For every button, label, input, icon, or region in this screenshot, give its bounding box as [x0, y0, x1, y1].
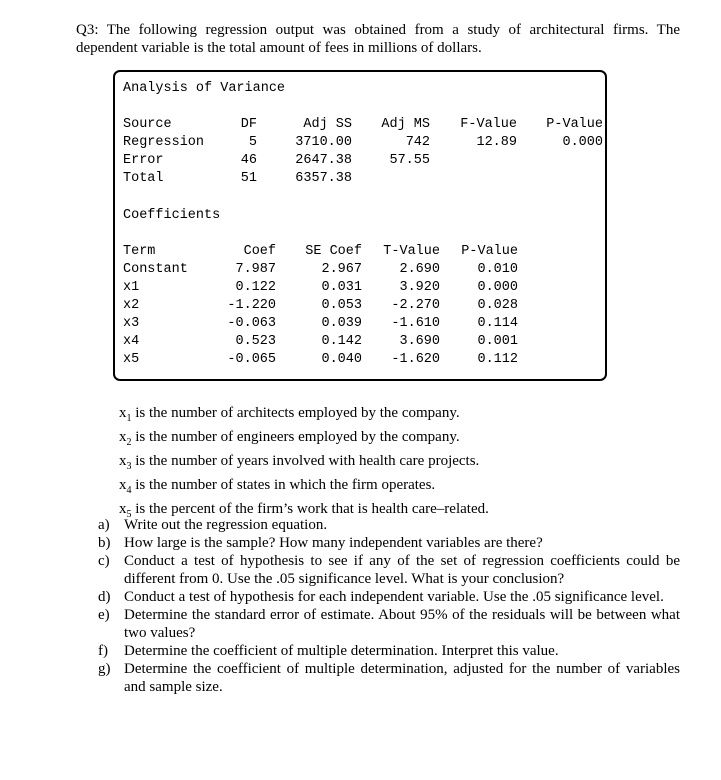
anova-title: Analysis of Variance	[123, 81, 286, 96]
variable-subscript: 5	[126, 509, 132, 520]
coef-cell: -2.270	[391, 298, 440, 313]
question-text: Conduct a test of hypothesis to see if any of the set of regression coefficients could be different from 0. Use the .05 significance level. What is your conclusion?	[124, 553, 680, 587]
coef-header-cell: Term	[123, 244, 156, 259]
anova-cell: 46	[240, 153, 257, 168]
coef-cell: x2	[123, 298, 140, 313]
coef-cell: -1.610	[391, 316, 440, 331]
anova-cell: 742	[405, 135, 430, 150]
coef-cell: 0.112	[477, 352, 518, 367]
question-letter: e)	[98, 607, 110, 623]
question-text: Determine the standard error of estimate. About 95% of the residuals will be between what two values?	[124, 607, 680, 641]
coef-cell: 0.053	[321, 298, 362, 313]
coef-cell: 2.967	[321, 262, 362, 277]
question-letter: f)	[98, 643, 108, 659]
coef-cell: 0.142	[321, 334, 362, 349]
anova-cell: 5	[248, 135, 257, 150]
coef-header-cell: Coef	[243, 244, 276, 259]
question-letter: b)	[98, 535, 111, 551]
anova-cell: 3710.00	[295, 135, 352, 150]
variable-definition	[119, 476, 489, 500]
question-item	[98, 516, 680, 534]
question-item	[98, 588, 680, 606]
variable-definition	[119, 428, 489, 452]
variable-subscript: 3	[126, 461, 132, 472]
coef-cell: x1	[123, 280, 140, 295]
variable-description: is the number of states in which the firm operates.	[131, 477, 436, 493]
coef-cell: Constant	[123, 262, 188, 277]
coef-cell: x3	[123, 316, 140, 331]
coef-cell: -0.063	[227, 316, 276, 331]
question-letter: g)	[98, 661, 111, 677]
coef-cell: -0.065	[227, 352, 276, 367]
question-text: Determine the coefficient of multiple determination. Interpret this value.	[124, 643, 559, 659]
question-text: Write out the regression equation.	[124, 517, 328, 533]
variable-description: is the percent of the firm’s work that is health care–related.	[131, 501, 489, 517]
coefficients-title: Coefficients	[123, 208, 221, 223]
variable-description: is the number of architects employed by the company.	[131, 405, 460, 421]
anova-header-cell: Adj SS	[303, 117, 352, 132]
anova-cell: Error	[123, 153, 164, 168]
variable-symbol: x	[119, 429, 127, 445]
variable-subscript: 4	[126, 485, 132, 496]
coef-header-cell: T-Value	[383, 244, 440, 259]
anova-cell: 51	[240, 171, 257, 186]
coef-cell: 3.920	[399, 280, 440, 295]
anova-cell: 2647.38	[295, 153, 352, 168]
coef-cell: 0.122	[235, 280, 276, 295]
variable-symbol: x	[119, 477, 127, 493]
variable-definitions	[119, 404, 489, 524]
variable-symbol: x	[119, 405, 127, 421]
question-letter: a)	[98, 517, 110, 533]
question-text: How large is the sample? How many independent variables are there?	[124, 535, 543, 551]
variable-subscript: 2	[126, 437, 132, 448]
coef-cell: 0.114	[477, 316, 518, 331]
coef-cell: 0.028	[477, 298, 518, 313]
coef-cell: 3.690	[399, 334, 440, 349]
question-item	[98, 660, 680, 696]
regression-output-box	[113, 70, 607, 381]
coef-header-cell: P-Value	[461, 244, 518, 259]
coef-cell: x4	[123, 334, 140, 349]
coef-header-cell: SE Coef	[305, 244, 362, 259]
coef-cell: 7.987	[235, 262, 276, 277]
anova-header-cell: F-Value	[460, 117, 517, 132]
coef-cell: 0.523	[235, 334, 276, 349]
anova-cell: 0.000	[562, 135, 603, 150]
variable-description: is the number of engineers employed by the company.	[131, 429, 460, 445]
coef-cell: 0.031	[321, 280, 362, 295]
coef-cell: 0.000	[477, 280, 518, 295]
coef-cell: 0.040	[321, 352, 362, 367]
anova-header-cell: P-Value	[546, 117, 603, 132]
coef-cell: -1.220	[227, 298, 276, 313]
variable-description: is the number of years involved with health care projects.	[131, 453, 480, 469]
question-item	[98, 552, 680, 588]
question-text: Determine the coefficient of multiple determination, adjusted for the number of variables and sample size.	[124, 661, 680, 695]
question-item	[98, 606, 680, 642]
coef-cell: -1.620	[391, 352, 440, 367]
question-item	[98, 642, 680, 660]
anova-cell: 6357.38	[295, 171, 352, 186]
question-list	[98, 516, 680, 696]
coef-cell: 2.690	[399, 262, 440, 277]
variable-definition	[119, 404, 489, 428]
anova-header-cell: Adj MS	[381, 117, 430, 132]
coef-cell: 0.010	[477, 262, 518, 277]
question-letter: c)	[98, 553, 110, 569]
anova-cell: 57.55	[389, 153, 430, 168]
variable-definition	[119, 452, 489, 476]
variable-symbol: x	[119, 501, 127, 517]
question-letter: d)	[98, 589, 111, 605]
question-item	[98, 534, 680, 552]
question-intro: Q3: The following regression output was obtained from a study of architectural firms. The dependent variable is the total amount of fees in millions of dollars.	[76, 22, 680, 56]
anova-cell: Total	[123, 171, 164, 186]
coef-cell: 0.001	[477, 334, 518, 349]
variable-symbol: x	[119, 453, 127, 469]
anova-header-cell: Source	[123, 117, 172, 132]
anova-cell: 12.89	[476, 135, 517, 150]
coef-cell: x5	[123, 352, 140, 367]
anova-header-cell: DF	[240, 117, 257, 132]
coef-cell: 0.039	[321, 316, 362, 331]
anova-cell: Regression	[123, 135, 205, 150]
question-text: Conduct a test of hypothesis for each independent variable. Use the .05 significance level.	[124, 589, 664, 605]
variable-subscript: 1	[126, 413, 132, 424]
